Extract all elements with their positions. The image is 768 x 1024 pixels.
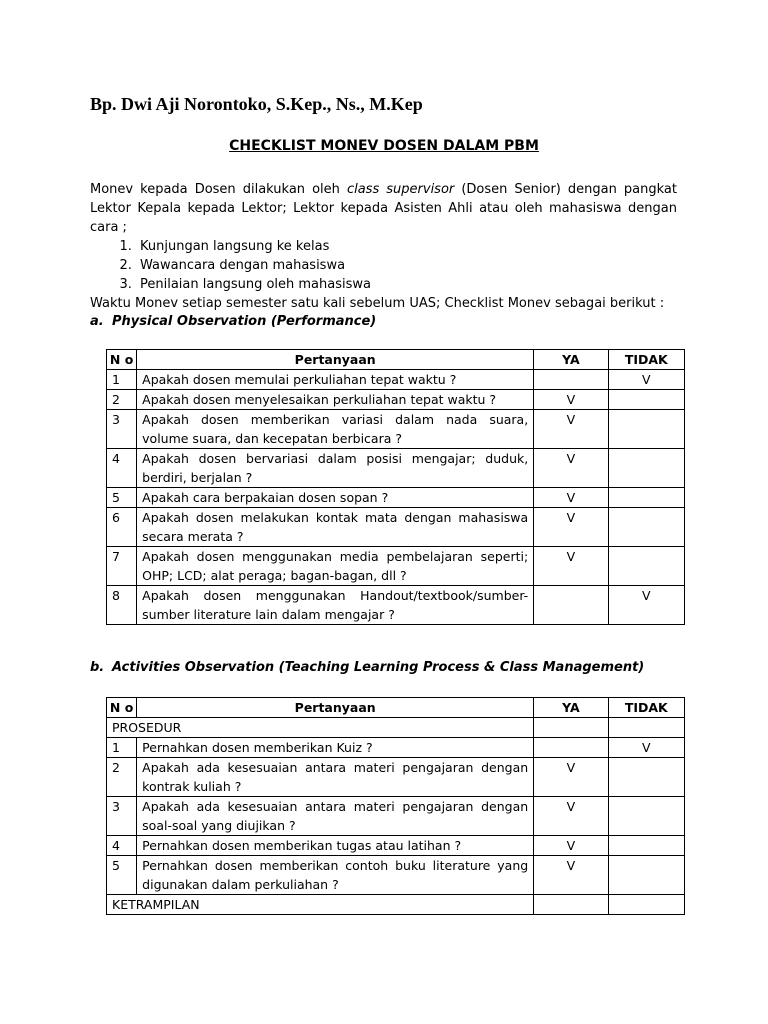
table-row bbox=[107, 797, 685, 836]
section-b-heading bbox=[90, 660, 644, 675]
row-question: Apakah cara berpakaian dosen sopan ? bbox=[137, 488, 534, 508]
table-row bbox=[107, 390, 685, 410]
section-a-title: Physical Observation (Performance) bbox=[112, 314, 377, 329]
row-tidak-mark bbox=[608, 410, 684, 449]
method-item: 2. Wawancara dengan mahasiswa bbox=[136, 256, 677, 275]
row-number: 3 bbox=[107, 410, 137, 449]
table-row bbox=[107, 586, 685, 625]
row-number: 4 bbox=[107, 836, 137, 856]
empty-cell bbox=[608, 895, 684, 915]
row-number: 6 bbox=[107, 508, 137, 547]
row-ya-mark: V bbox=[534, 856, 608, 895]
row-tidak-mark: V bbox=[608, 370, 684, 390]
header-question: Pertanyaan bbox=[137, 698, 534, 718]
table-row bbox=[107, 738, 685, 758]
table-b-body bbox=[107, 718, 685, 915]
row-number: 2 bbox=[107, 390, 137, 410]
row-question: Apakah dosen bervariasi dalam posisi mengajar; duduk, berdiri, berjalan ? bbox=[137, 449, 534, 488]
row-question: Apakah dosen menggunakan media pembelajaran seperti; OHP; LCD; alat peraga; bagan-bagan, dll ? bbox=[137, 547, 534, 586]
header-ya: YA bbox=[534, 350, 608, 370]
row-tidak-mark bbox=[608, 797, 684, 836]
empty-cell bbox=[534, 718, 608, 738]
row-number: 5 bbox=[107, 488, 137, 508]
table-row bbox=[107, 370, 685, 390]
table-row bbox=[107, 758, 685, 797]
empty-cell bbox=[608, 718, 684, 738]
row-tidak-mark bbox=[608, 758, 684, 797]
table-row bbox=[107, 508, 685, 547]
checklist-table-b bbox=[106, 697, 685, 915]
table-header-row bbox=[107, 698, 685, 718]
row-number: 5 bbox=[107, 856, 137, 895]
row-ya-mark: V bbox=[534, 758, 608, 797]
table-a-body bbox=[107, 370, 685, 625]
section-a-heading bbox=[90, 314, 376, 329]
row-tidak-mark bbox=[608, 488, 684, 508]
group-label: KETRAMPILAN bbox=[107, 895, 534, 915]
header-tidak: TIDAK bbox=[608, 350, 684, 370]
row-number: 1 bbox=[107, 738, 137, 758]
row-tidak-mark bbox=[608, 547, 684, 586]
header-no: N o bbox=[107, 350, 137, 370]
row-tidak-mark: V bbox=[608, 586, 684, 625]
intro-text-start: Monev kepada Dosen dilakukan oleh bbox=[90, 182, 347, 197]
row-question: Apakah ada kesesuaian antara materi pengajaran dengan kontrak kuliah ? bbox=[137, 758, 534, 797]
row-ya-mark: V bbox=[534, 836, 608, 856]
checklist-table-a bbox=[106, 349, 685, 625]
row-number: 3 bbox=[107, 797, 137, 836]
row-number: 4 bbox=[107, 449, 137, 488]
row-tidak-mark: V bbox=[608, 738, 684, 758]
row-tidak-mark bbox=[608, 449, 684, 488]
row-ya-mark: V bbox=[534, 547, 608, 586]
row-question: Pernahkan dosen memberikan tugas atau latihan ? bbox=[137, 836, 534, 856]
row-tidak-mark bbox=[608, 390, 684, 410]
author-name: Bp. Dwi Aji Norontoko, S.Kep., Ns., M.Kep bbox=[90, 94, 423, 114]
row-question: Apakah ada kesesuaian antara materi pengajaran dengan soal-soal yang diujikan ? bbox=[137, 797, 534, 836]
row-question: Apakah dosen memulai perkuliahan tepat waktu ? bbox=[137, 370, 534, 390]
row-tidak-mark bbox=[608, 508, 684, 547]
group-label: PROSEDUR bbox=[107, 718, 534, 738]
table-row bbox=[107, 547, 685, 586]
row-question: Apakah dosen menyelesaikan perkuliahan tepat waktu ? bbox=[137, 390, 534, 410]
row-number: 2 bbox=[107, 758, 137, 797]
method-item: 3. Penilaian langsung oleh mahasiswa bbox=[136, 275, 677, 294]
section-a-letter: a. bbox=[90, 314, 104, 329]
row-ya-mark: V bbox=[534, 410, 608, 449]
group-row-ketrampilan bbox=[107, 895, 685, 915]
header-tidak: TIDAK bbox=[608, 698, 684, 718]
row-ya-mark: V bbox=[534, 797, 608, 836]
intro-paragraph bbox=[90, 180, 677, 237]
table-row bbox=[107, 488, 685, 508]
row-ya-mark: V bbox=[534, 508, 608, 547]
header-ya: YA bbox=[534, 698, 608, 718]
row-ya-mark bbox=[534, 586, 608, 625]
table-header-row bbox=[107, 350, 685, 370]
empty-cell bbox=[534, 895, 608, 915]
row-tidak-mark bbox=[608, 836, 684, 856]
table-row bbox=[107, 410, 685, 449]
row-question: Pernahkan dosen memberikan contoh buku literature yang digunakan dalam perkuliahan ? bbox=[137, 856, 534, 895]
document-title: CHECKLIST MONEV DOSEN DALAM PBM bbox=[229, 138, 539, 154]
section-b-letter: b. bbox=[90, 660, 105, 675]
intro-closing: Waktu Monev setiap semester satu kali sebelum UAS; Checklist Monev sebagai berikut : bbox=[90, 296, 665, 311]
group-row-prosedur bbox=[107, 718, 685, 738]
row-question: Apakah dosen memberikan variasi dalam nada suara, volume suara, dan kecepatan berbicara ? bbox=[137, 410, 534, 449]
section-b-title: Activities Observation (Teaching Learning Process & Class Management) bbox=[112, 660, 645, 675]
row-ya-mark bbox=[534, 370, 608, 390]
table-row bbox=[107, 856, 685, 895]
row-ya-mark: V bbox=[534, 390, 608, 410]
row-number: 7 bbox=[107, 547, 137, 586]
row-tidak-mark bbox=[608, 856, 684, 895]
row-number: 8 bbox=[107, 586, 137, 625]
header-no: N o bbox=[107, 698, 137, 718]
intro-text-end: (Dosen Senior) dengan pangkat Lektor Kepala kepada Lektor; Lektor kepada Asisten Ahli atau oleh mahasiswa dengan cara ; bbox=[90, 182, 678, 235]
row-question: Apakah dosen melakukan kontak mata dengan mahasiswa secara merata ? bbox=[137, 508, 534, 547]
intro-text-italic: class supervisor bbox=[346, 182, 455, 197]
intro-block bbox=[90, 180, 677, 313]
row-number: 1 bbox=[107, 370, 137, 390]
row-ya-mark: V bbox=[534, 488, 608, 508]
row-ya-mark bbox=[534, 738, 608, 758]
table-row bbox=[107, 449, 685, 488]
method-item: 1. Kunjungan langsung ke kelas bbox=[136, 237, 677, 256]
table-row bbox=[107, 836, 685, 856]
row-ya-mark: V bbox=[534, 449, 608, 488]
row-question: Apakah dosen menggunakan Handout/textbook/sumber-sumber literature lain dalam mengajar ? bbox=[137, 586, 534, 625]
methods-list bbox=[90, 237, 677, 294]
header-question: Pertanyaan bbox=[137, 350, 534, 370]
row-question: Pernahkan dosen memberikan Kuiz ? bbox=[137, 738, 534, 758]
